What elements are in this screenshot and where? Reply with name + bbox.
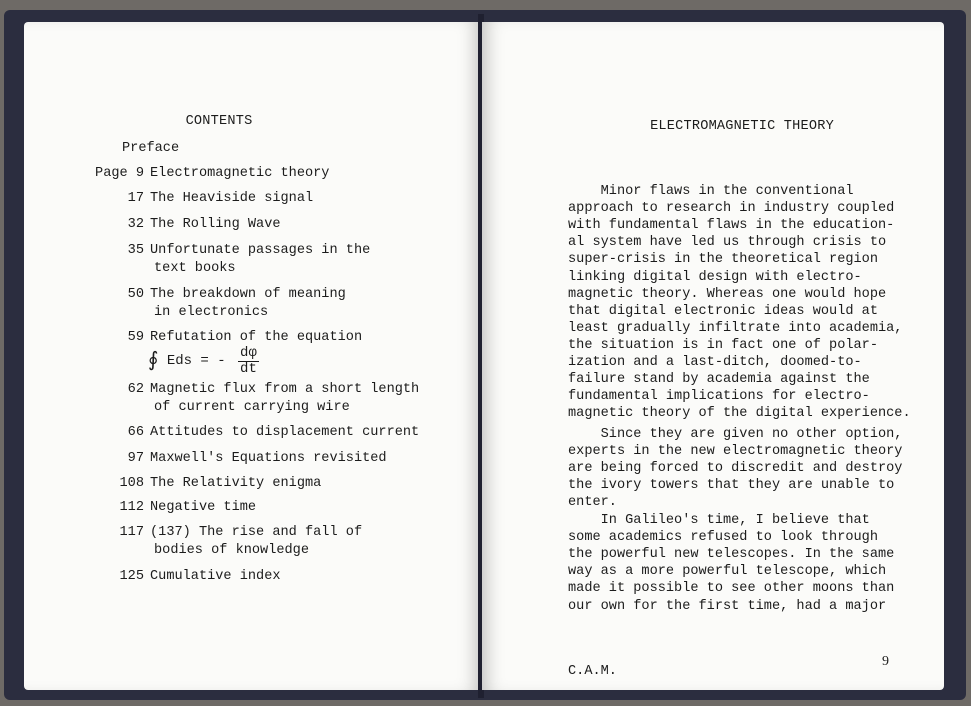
toc-entry (64, 242, 464, 259)
text-line: with fundamental flaws in the education- (568, 218, 895, 234)
toc-entry-title: The Rolling Wave (150, 217, 281, 232)
toc-entry-continuation: text books (154, 261, 236, 276)
text-line: magnetic theory. Whereas one would hope (568, 286, 887, 302)
toc-page-number: 62 (127, 382, 144, 397)
equation-numerator: dφ (240, 345, 257, 361)
toc-entry (64, 568, 464, 585)
toc-page-number: 59 (127, 330, 144, 345)
toc-page-number: 97 (127, 451, 144, 466)
equation-lhs: Eds = - (166, 353, 226, 369)
right-page (482, 22, 944, 690)
text-line: the powerful new telescopes. In the same (568, 547, 895, 563)
toc-page-number: 32 (127, 217, 144, 232)
toc-preface: Preface (122, 141, 180, 156)
toc-entry-continuation: in electronics (154, 305, 269, 320)
text-line: magnetic theory of the digital experience. (568, 406, 911, 422)
text-line: the situation is in fact one of polar- (568, 337, 878, 353)
page-number: 9 (882, 654, 889, 669)
toc-entry-title: Negative time (150, 500, 257, 515)
toc-page-number: 35 (127, 243, 144, 258)
text-line: failure stand by academia against the (568, 372, 870, 388)
toc-entry-title: Maxwell's Equations revisited (150, 451, 387, 466)
toc-entry-title: Attitudes to displacement current (150, 425, 420, 440)
toc-entry-title: The Relativity enigma (150, 476, 322, 491)
toc-entry (64, 286, 464, 303)
toc-page-number: Page 9 (95, 166, 144, 181)
toc-entry (64, 499, 464, 516)
equation-denominator: dt (240, 361, 257, 377)
integral-symbol: ∮ (148, 350, 159, 373)
text-line: al system have led us through crisis to (568, 235, 887, 251)
toc-entry-title: Refutation of the equation (150, 330, 363, 345)
toc-entry (64, 524, 464, 541)
toc-entry-title: Electromagnetic theory (150, 166, 330, 181)
text-line: the ivory towers that they are unable to (568, 478, 895, 494)
toc-entry-title: Magnetic flux from a short length (150, 382, 420, 397)
toc-entry-title: The Heaviside signal (150, 191, 314, 206)
toc-entry-continuation: of current carrying wire (154, 400, 350, 415)
text-line: Minor flaws in the conventional (568, 184, 854, 199)
toc-page-number: 50 (127, 287, 144, 302)
toc-entry (64, 475, 464, 492)
contents-heading: CONTENTS (185, 114, 253, 129)
equation-fraction (238, 346, 259, 377)
toc-entry-title: The breakdown of meaning (150, 287, 346, 302)
toc-page-number: 108 (119, 476, 144, 491)
toc-page-number: 17 (127, 191, 144, 206)
toc-entry (64, 190, 464, 207)
text-line: our own for the first time, had a major (568, 598, 887, 614)
toc-entry (64, 165, 464, 182)
author-initials: C.A.M. (568, 664, 617, 679)
toc-page-number: 112 (119, 500, 144, 515)
toc-entry-title: Cumulative index (150, 569, 281, 584)
text-line: In Galileo's time, I believe that (568, 513, 870, 528)
toc-entry (64, 381, 464, 398)
toc-entry (64, 216, 464, 233)
text-line: made it possible to see other moons than (568, 581, 895, 597)
text-line: least gradually infiltrate into academia, (568, 320, 903, 336)
text-line: approach to research in industry coupled (568, 201, 895, 217)
text-line: Since they are given no other option, (568, 427, 903, 442)
toc-entry-continuation: bodies of knowledge (154, 543, 309, 558)
toc-entry (64, 424, 464, 441)
toc-entry-title: (137) The rise and fall of (150, 525, 363, 540)
text-line: are being forced to discredit and destroy (568, 461, 903, 477)
text-line: experts in the new electromagnetic theory (568, 444, 903, 460)
toc-page-number: 66 (127, 425, 144, 440)
toc-page-number: 117 (119, 525, 144, 540)
text-line: linking digital design with electro- (568, 269, 862, 285)
toc-entry-title: Unfortunate passages in the (150, 243, 371, 258)
text-line: super-crisis in the theoretical region (568, 252, 878, 268)
text-line: enter. (568, 495, 617, 511)
text-line: way as a more powerful telescope, which (568, 564, 887, 580)
toc-entry (64, 329, 464, 346)
text-line: ization and a last-ditch, doomed-to- (568, 355, 862, 370)
left-page (24, 22, 480, 690)
text-line: that digital electronic ideas would at (568, 303, 878, 319)
text-line: some academics refused to look through (568, 530, 878, 546)
toc-page-number: 125 (119, 569, 144, 584)
equation (148, 346, 259, 377)
toc-entry (64, 450, 464, 467)
text-line: fundamental implications for electro- (568, 389, 870, 405)
chapter-heading: ELECTROMAGNETIC THEORY (650, 119, 834, 134)
